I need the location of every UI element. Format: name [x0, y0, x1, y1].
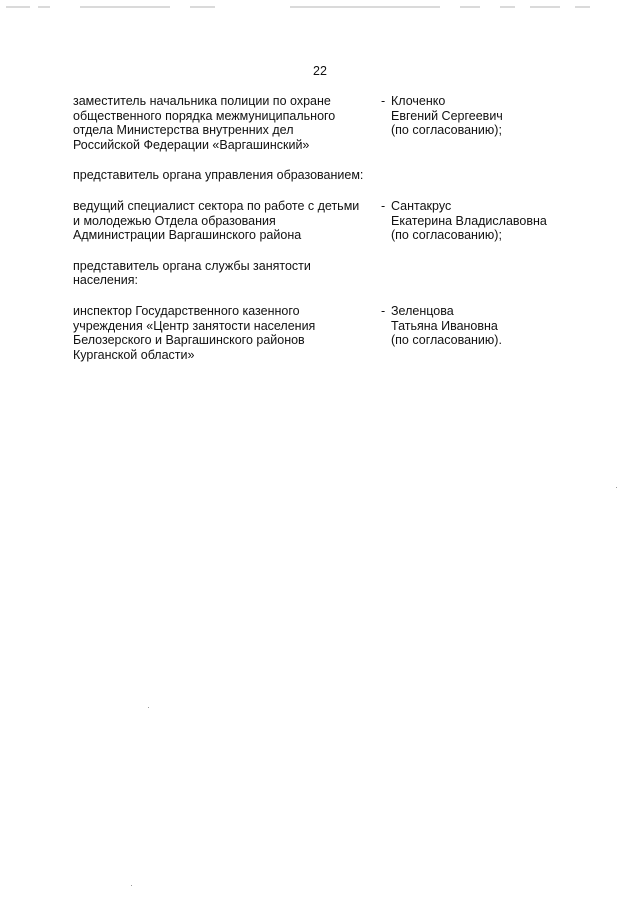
- spacer: [73, 288, 593, 304]
- position-line: Администрации Варгашинского района: [73, 228, 302, 243]
- spacer: [73, 152, 593, 168]
- dash-separator: -: [381, 303, 386, 318]
- person-given-names: Екатерина Владиславовна: [391, 213, 547, 228]
- member-person: [381, 199, 593, 243]
- position-line: Российской Федерации «Варгашинский»: [73, 137, 310, 152]
- scan-speck: [131, 885, 132, 886]
- member-entry-police: [73, 94, 593, 152]
- position-line: и молодежью Отдела образования: [73, 213, 276, 228]
- member-entry-education: [73, 199, 593, 243]
- member-person: [381, 304, 593, 348]
- person-note: (по согласованию);: [391, 228, 502, 243]
- person-given-names: Евгений Сергеевич: [391, 108, 503, 123]
- person-given-names: Татьяна Ивановна: [391, 318, 498, 333]
- commission-member-list: [73, 94, 593, 362]
- dash-separator: -: [381, 94, 386, 108]
- person-surname: Клоченко: [391, 94, 446, 108]
- scan-speck: [148, 707, 149, 708]
- scan-artifact-top: [0, 0, 640, 10]
- person-surname: Сантакрус: [391, 198, 452, 213]
- heading-line: населения:: [73, 273, 139, 288]
- member-entry-employment: [73, 304, 593, 362]
- member-position: [73, 94, 381, 152]
- page-number: 22: [313, 64, 327, 78]
- heading-line: представитель органа службы занятости: [73, 258, 311, 273]
- position-line: учреждения «Центр занятости населения: [73, 318, 316, 333]
- member-position: [73, 199, 381, 243]
- section-heading-education: представитель органа управления образованием:: [73, 168, 364, 183]
- section-heading-employment: [73, 259, 593, 288]
- member-person: [381, 94, 593, 138]
- position-line: заместитель начальника полиции по охране: [73, 94, 331, 108]
- position-line: Курганской области»: [73, 347, 195, 362]
- spacer: [73, 183, 593, 199]
- person-surname: Зеленцова: [391, 303, 454, 318]
- position-line: отдела Министерства внутренних дел: [73, 123, 294, 138]
- member-position: [73, 304, 381, 362]
- spacer: [73, 243, 593, 259]
- scan-speck: [616, 487, 617, 488]
- dash-separator: -: [381, 198, 386, 213]
- position-line: инспектор Государственного казенного: [73, 303, 300, 318]
- position-line: общественного порядка межмуниципального: [73, 108, 336, 123]
- position-line: Белозерского и Варгашинского районов: [73, 333, 305, 348]
- position-line: ведущий специалист сектора по работе с детьми: [73, 198, 360, 213]
- person-note: (по согласованию).: [391, 333, 502, 348]
- person-note: (по согласованию);: [391, 123, 502, 138]
